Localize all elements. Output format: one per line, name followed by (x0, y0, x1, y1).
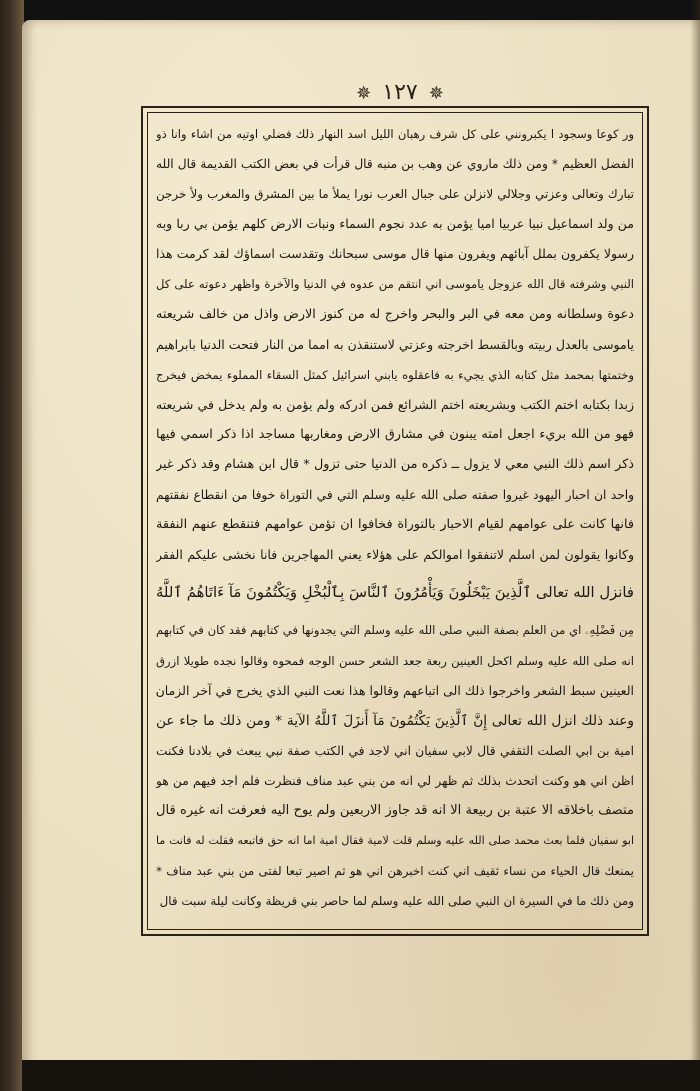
text-line: انه صلى الله عليه وسلم اكحل العينين ربعة جعد الشعر حسن الوجه فمحوه وقالوا نجده طويلا ازرق (156, 653, 634, 668)
text-line: رسولا يكفرون بملل آبائهم ويفرون منها قال موسى سبحانك وتقدست اسماؤك لقد كرمت هذا (156, 246, 634, 262)
text-line: دعوة وسلطانه ومن معه في البر والبحر واخرج له من كنوز الارض واذل من خالف شريعته (156, 306, 634, 322)
text-line: النبي وشرفته قال الله عزوجل ياموسى اني انتقم من عدوه في الدنيا والآخرة واظهر دعوته على كل (156, 277, 634, 292)
text-line: ور كوعا وسجود ا يكبرونني على كل شرف رهبان الليل اسد النهار ذلك فضلي اوتيه من اشاء وانا ذو (156, 127, 634, 141)
ornament-right-icon: ✵ (428, 83, 444, 104)
text-line: اظن اني هو وكنت اتحدث بذلك ثم ظهر لي انه من بني عبد مناف فنظرت فلم اجد فيهم من هو (156, 773, 634, 788)
ornament-left-icon: ✵ (356, 83, 372, 104)
page-number-header (340, 78, 460, 108)
text-line: واحد ان احبار اليهود غيروا صفته صلى الله عليه وسلم التي في التوراة خوفا من انقطاع نفقتهم (156, 488, 634, 503)
text-line: متصف باخلاقه الا عتبة بن ربيعة الا انه قد جاوز الاربعين ولم يوح اليه فعرفت انه غيره قال (156, 802, 634, 818)
body-text (156, 119, 634, 916)
quran-verse-line: فانزل الله تعالى ٱلَّذِينَ يَبْخَلُونَ وَيَأْمُرُونَ ٱلنَّاسَ بِٱلْبُخْلِ وَيَكْتُمُونَ مَآ ءَاتَاهُمُ ٱللَّهُ (156, 584, 634, 602)
text-line: وعند ذلك انزل الله تعالى إِنَّ ٱلَّذِينَ يَكْتُمُونَ مَآ أَنزَلَ ٱللَّهُ الآية * ومن ذلك ما جاء عن (156, 712, 634, 729)
text-line: امية بن ابي الصلت الثقفي قال لابي سفيان اني لاجد في الكتب صفة نبي يبعث في بلادنا فكنت (156, 743, 634, 758)
text-line: تبارك وتعالى وعزتي وجلالي لانزلن على جبال العرب نورا يملأ ما بين المشرق والمغرب ولأ خرجن (156, 187, 634, 202)
text-line: العينين سبط الشعر واخرجوا ذلك الى اتباعهم وقالوا هذا نعت النبي الذي يخرج في آخر الزمان (156, 682, 634, 698)
text-line: ذكر اسم ذلك النبي معي لا يزول ــ ذكره من الدنيا حتى تزول * قال ابن هشام وقد ذكر غير (156, 457, 634, 473)
text-line: ابو سفيان فلما بعث محمد صلى الله عليه وسلم قلت لامية فقال امية اما انه حق فاتبعه فقلت له فانت ما (156, 834, 634, 848)
text-line: زبدا بكتابه اختم الكتب وبشريعته اختم الشرائع فمن ادركه ولم يؤمن به ولم يدخل في شريعته (156, 396, 634, 412)
page-right-shadow (690, 0, 700, 1091)
text-line: فانها كانت على عوامهم لقيام الاحبار بالتوراة فخافوا ان تؤمن عوامهم فتنقطع عنهم النفقة (156, 517, 634, 533)
text-line: من ولد اسماعيل نبيا عربيا اميا يؤمن به عدد نجوم السماء ونبات الارض كلهم يؤمن بي ربا وبه (156, 216, 634, 232)
text-line: الفضل العظيم * ومن ذلك ماروي عن وهب بن منبه قال قرأت في بعض الكتب القديمة قال الله (156, 157, 634, 172)
text-line: وختمتها بمحمد مثل كتابه الذي يجيء به فاعقلوه يابني اسرائيل كمثل السقاء المملوء يمخض فيخرج (156, 367, 634, 382)
page-number: ١٢٧ (382, 80, 418, 105)
text-line: فهو من الله بريء اجعل امته يبنون في مشارق الارض ومغاربها مساجد اذا ذكر اسمي فيها (156, 426, 634, 442)
book-binding-edge (0, 0, 24, 1091)
text-line: مِن فَضْلِهِۦ اي من العلم بصفة النبي صلى الله عليه وسلم التي يجدونها في كتابهم فقد كان في كتابهم (156, 623, 634, 638)
text-line: يمنعك قال الحياء من نساء ثقيف اني كنت اخبرهن اني هو ثم اصير تبعا لفتى من بني عبد مناف * (156, 864, 634, 879)
page-bottom-shadow (22, 1060, 700, 1091)
text-frame-inner (147, 112, 643, 930)
text-line: ومن ذلك ما في السيرة ان النبي صلى الله عليه وسلم لما حاصر بني قريظة وكانت ليلة سبت قال (159, 894, 634, 909)
text-line: وكانوا يقولون لمن اسلم لاتنفقوا اموالكم على هؤلاء يعني المهاجرين فانا نخشى عليكم الفقر (156, 547, 634, 563)
text-line: ياموسى بالعدل ربيته وبالقسط اخرجته وعزتي لاستنقذن به امما من النار فتحت الدنيا بابراهيم (156, 336, 634, 352)
